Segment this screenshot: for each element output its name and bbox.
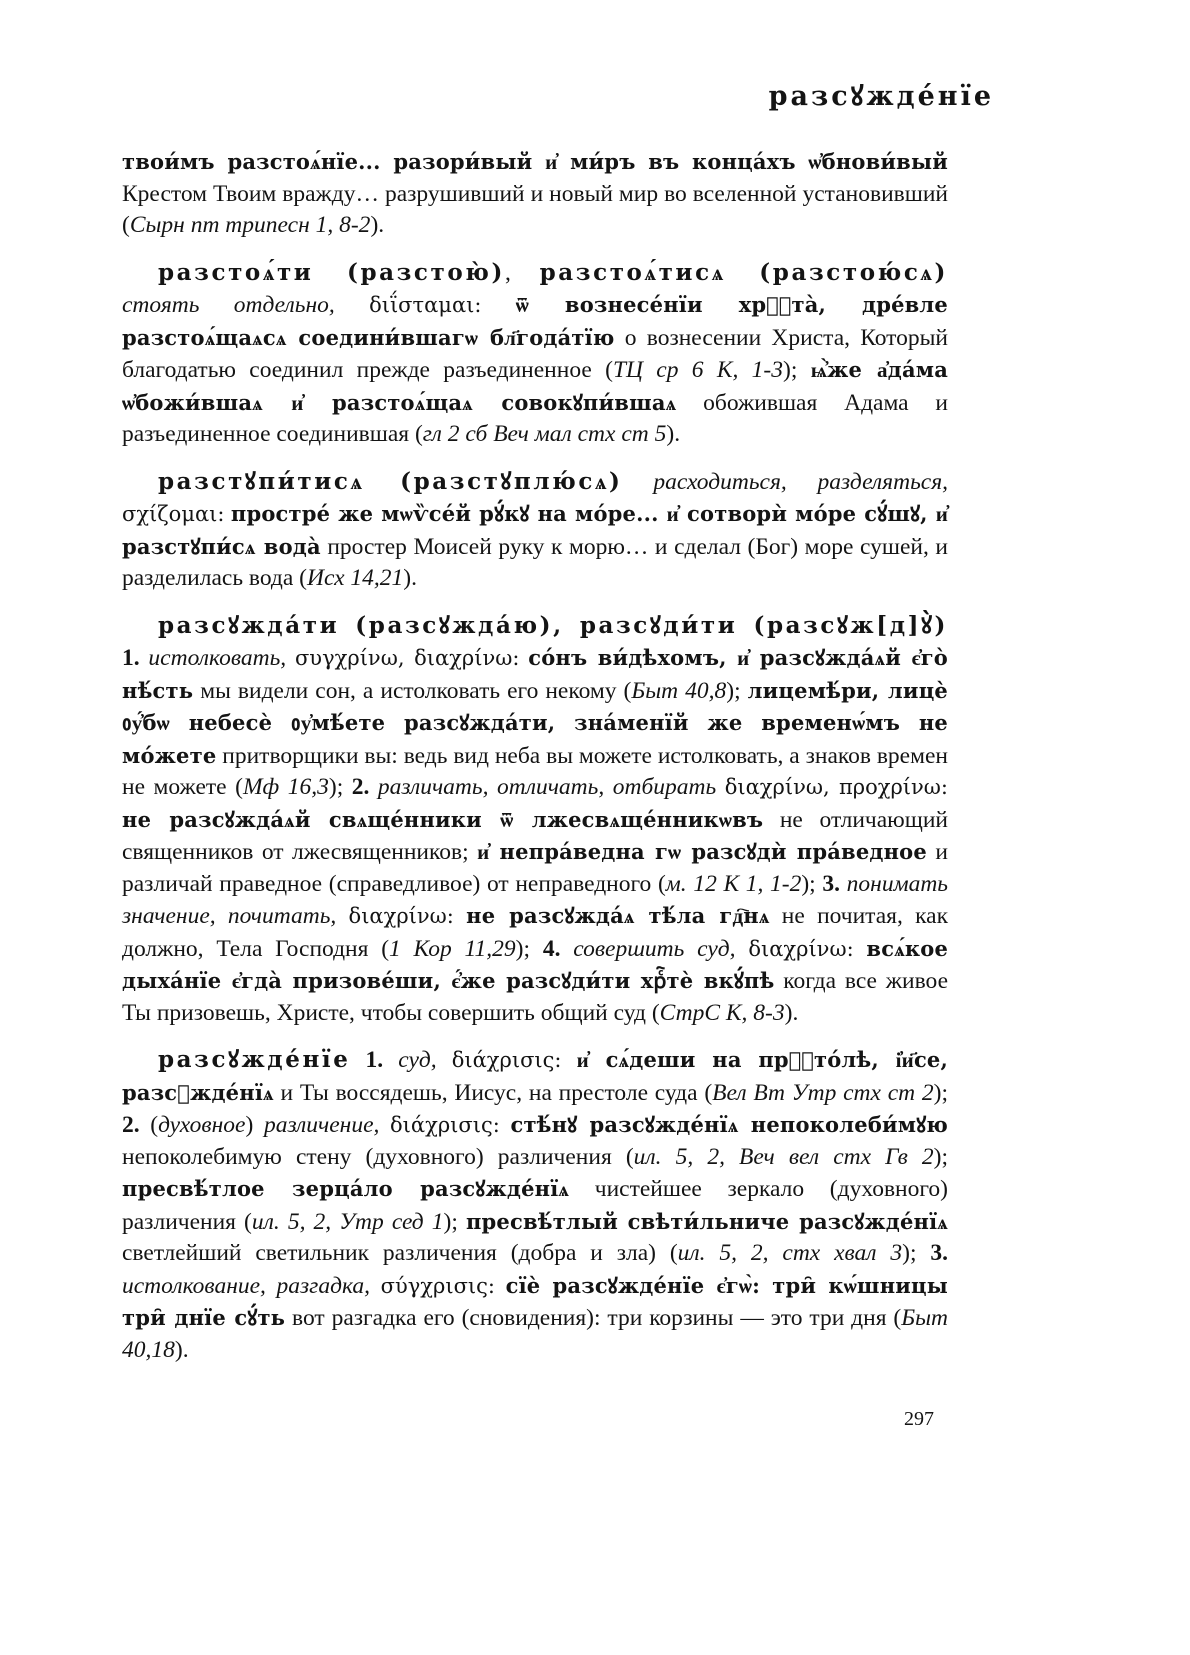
church-slavonic-quote: не разсꙋжда́ѧ тѣ́ла гд҇нѧ — [466, 903, 770, 928]
punctuation: ); — [783, 357, 811, 383]
space — [454, 903, 466, 929]
punctuation: ). — [370, 212, 385, 238]
space — [500, 1112, 511, 1138]
greek-equivalent: σύγχρισις: — [380, 1273, 495, 1298]
source-reference: гл 2 сб Веч мал стх ст 5 — [422, 421, 667, 447]
punctuation: ( — [139, 1112, 159, 1138]
greek-equivalent: διάχρισις: — [390, 1113, 500, 1137]
headword: разстоѧ́тисѧ (разстою́сѧ) — [539, 258, 949, 286]
sense-number: 1. — [122, 645, 149, 671]
definition: стоять отдельно, — [122, 292, 335, 318]
definition: расходиться, разделяться, — [653, 468, 948, 495]
space — [854, 936, 867, 962]
source-reference: СтрС К, 8-3 — [659, 999, 785, 1026]
church-slavonic-quote: ѩ҆̀же а҆да́ма ѡ҆божи́вшаѧ и҆ разстоѧ́щаѧ совокꙋпи́вшаѧ — [122, 357, 949, 415]
entry-razsuzhdenie — [122, 1044, 948, 1366]
entry-razstoyati — [122, 257, 948, 451]
definition: совершить суд, — [573, 935, 736, 962]
running-head: разсꙋжде́нїе — [768, 81, 994, 112]
greek-equivalent: διαχρίνω: — [748, 936, 854, 961]
greek-equivalent: διάχρισις: — [451, 1048, 562, 1072]
sense-number: 2. — [351, 774, 370, 800]
greek-equivalent: διαχρίνω, προχρίνω: — [724, 775, 949, 799]
space — [379, 1112, 390, 1138]
church-slavonic-quote: и҆ непра́ведна гѡ разсꙋдѝ пра́ведное — [477, 839, 927, 864]
punctuation: ) — [245, 1112, 264, 1138]
greek-equivalent: σχίζομαι: — [122, 502, 225, 526]
translation-text: простер Моисей руку к морю… и сделал (Бог) море сушей, и разделилась вода ( — [122, 533, 948, 591]
space — [335, 292, 369, 318]
definition: суд, — [398, 1047, 437, 1073]
definition: понимать значение, почитать, — [122, 870, 948, 929]
greek-equivalent: συγχρίνω, διαχρίνω: — [294, 646, 520, 670]
punctuation: ); — [902, 1240, 931, 1266]
translation-text: светлейший светильник различения (добра и зла) ( — [122, 1240, 678, 1266]
space — [369, 774, 378, 800]
source-reference: Сырн пт трипесн 1, 8-2 — [129, 212, 371, 238]
church-slavonic-quote: твои́мъ разстоѧ́нїе... разори́вый и҆ ми́ръ въ конца́хъ ѡ҆бнови́вый — [122, 149, 948, 174]
headword: разстоѧ́ти (разстою̀) — [158, 258, 505, 286]
definition: истолковать, — [148, 645, 287, 671]
punctuation: ). — [403, 565, 417, 591]
source-reference: ил. 5, 2, Веч вел стх Гв 2 — [633, 1143, 934, 1170]
greek-equivalent: διαχρίνω: — [348, 904, 454, 928]
punctuation: ); — [933, 1143, 949, 1170]
church-slavonic-quote: ѿ вознесе́нїи хрⷭ҇та̀, дре́вле разстоѧ́щаѧсѧ соедини́вшагѡ бл҃года́тїю — [122, 292, 948, 350]
source-reference: ил. 5, 2, стх хвал 3 — [677, 1240, 903, 1266]
translation-text: чистейшее зеркало (духовного) различения ( — [122, 1176, 948, 1235]
space — [286, 645, 295, 671]
punctuation: ); — [933, 1079, 949, 1106]
punctuation: ). — [784, 999, 799, 1026]
greek-equivalent: διΐσταμαι: — [369, 293, 482, 317]
sense-number: 3. — [822, 870, 840, 897]
space — [336, 903, 348, 929]
sense-number: 1. — [350, 1047, 399, 1073]
church-slavonic-quote: простре́ же мѡѷсе́й рꙋ́кꙋ на мо́ре... и҆ сотворѝ мо́ре сꙋ́шꙋ, и҆ разстꙋпи́сѧ вода̀ — [122, 501, 949, 559]
translation-text: не отличающий священников от лжесвященников; — [122, 806, 948, 865]
definition: истолкование, разгадка, — [122, 1272, 371, 1299]
space — [560, 936, 573, 962]
church-slavonic-quote: пресвѣ́тлый свѣти́льниче разсꙋжде́нїѧ — [465, 1208, 949, 1234]
punctuation: ). — [666, 421, 681, 447]
entry-continuation — [122, 146, 948, 242]
source-reference: Быт 40,18 — [122, 1305, 948, 1363]
space — [519, 645, 528, 671]
translation-text: не почитая, как должно, Тела Господня ( — [122, 903, 949, 962]
sense-number: 4. — [542, 935, 561, 962]
page-number: 297 — [904, 1408, 934, 1430]
translation-text: вот разгадка его (сновидения): три корзины — это три дня ( — [285, 1305, 902, 1331]
definition: духовное — [158, 1112, 246, 1138]
translation-text: притворщики вы: ведь вид неба вы можете истолковать, а знаков времен не можете ( — [122, 742, 948, 800]
punctuation: ); — [726, 677, 748, 704]
translation-text: мы видели сон, а истолковать его некому ( — [193, 677, 632, 704]
translation-text: Крестом Твоим вражду… разрушивший и новый мир во вселенной установивший ( — [122, 180, 948, 238]
punctuation: , — [504, 259, 540, 286]
space — [370, 1273, 381, 1299]
translation-text: обожившая Адама и разъединенное соединившая ( — [122, 389, 948, 447]
translation-text: непоколебимую стену (духовного) различения ( — [122, 1143, 634, 1170]
sense-number: 2. — [122, 1112, 140, 1138]
church-slavonic-quote: и҆ сѧ́деши на прⷭ҇то́лѣ, і҆и҃се, разсꙋжде́нїѧ — [122, 1047, 949, 1105]
sense-number: 3. — [930, 1240, 949, 1266]
punctuation: ); — [328, 774, 352, 800]
church-slavonic-quote: со́нъ ви́дѣхомъ, и҆ разсꙋжда́ѧй є҆го̀ нѣ́сть — [122, 645, 948, 703]
church-slavonic-quote: лицемѣ́ри, лицѐ ᲂу҆́бѡ небесѐ ᲂу҆мѣ́ете разсꙋжда́ти, зна́менїй же временѡ́мъ не мо́жете — [122, 677, 948, 768]
church-slavonic-quote: пресвѣ́тлое зерца́ло разсꙋжде́нїѧ — [122, 1176, 570, 1201]
body-text — [122, 146, 948, 1381]
church-slavonic-quote: стѣ́нꙋ разсꙋжде́нїѧ непоколеби́мꙋю — [510, 1112, 949, 1137]
punctuation: ); — [515, 935, 543, 962]
space — [481, 292, 515, 318]
translation-text: когда все живое Ты призовешь, Христе, чтобы совершить общий суд ( — [122, 968, 948, 1026]
space — [736, 936, 749, 962]
church-slavonic-quote: не разсꙋжда́ѧй свѧще́нники ѿ лжесвѧще́нникѡвъ — [122, 806, 764, 832]
headword: разсꙋжда́ти (разсꙋжда́ю), разсꙋди́ти (разсꙋж[д]ꙋ̀) — [158, 611, 948, 639]
translation-text: о вознесении Христа, Который благодатью соединил прежде разъединенное ( — [122, 324, 949, 383]
entry-razsuzhdati — [122, 610, 948, 1030]
headword: разсꙋжде́нїе — [158, 1046, 351, 1073]
space — [716, 774, 725, 800]
space — [561, 1047, 576, 1073]
source-reference: ТЦ ср 6 К, 1-3 — [612, 357, 783, 383]
source-reference: Мф 16,3 — [242, 774, 329, 800]
source-reference: Быт 40,8 — [631, 677, 727, 704]
source-reference: 1 Кор 11,29 — [389, 935, 516, 962]
translation-text: и различай праведное (справедливое) от неправедного ( — [122, 839, 949, 897]
source-reference: м. 12 К 1, 1-2 — [665, 870, 802, 897]
source-reference: ил. 5, 2, Утр сед 1 — [251, 1208, 444, 1235]
headword: разстꙋпи́тисѧ (разстꙋплю́сѧ) — [158, 467, 623, 495]
church-slavonic-quote: всѧ́кое дыха́нїе є҆гда̀ призове́ши, є҆́же разсꙋди́ти хрⷭ҇тѐ вкꙋ́пѣ — [122, 935, 949, 993]
definition: различение, — [263, 1112, 380, 1138]
source-reference: Вел Вт Утр стх ст 2 — [712, 1079, 934, 1106]
space — [840, 871, 847, 897]
source-reference: Исх 14,21 — [307, 565, 404, 591]
punctuation: ). — [174, 1336, 189, 1363]
punctuation: ); — [443, 1208, 466, 1235]
space — [623, 469, 654, 495]
space — [437, 1047, 452, 1073]
entry-razstupitisya — [122, 466, 948, 595]
space — [495, 1273, 506, 1299]
church-slavonic-quote: сїѐ разсꙋжде́нїе є҆гѡ̀: три̑ кѡ́шницы три̑ днїе сꙋ́ть — [122, 1272, 949, 1330]
translation-text: и Ты воссядешь, Иисус, на престоле суда ( — [273, 1079, 713, 1106]
punctuation: ); — [801, 870, 823, 897]
definition: различать, отличать, отбирать — [377, 774, 717, 800]
